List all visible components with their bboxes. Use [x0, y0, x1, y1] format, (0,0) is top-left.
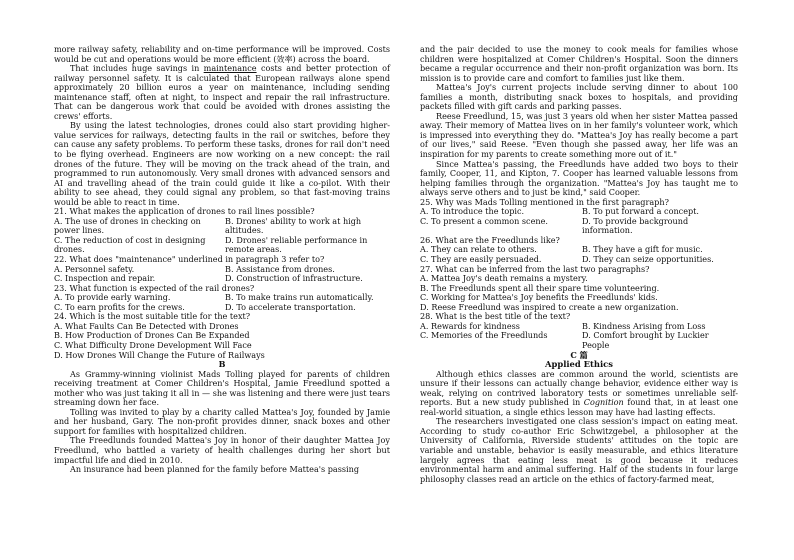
passage-c-title: Applied Ethics: [544, 359, 613, 370]
section-b-heading: B: [218, 359, 226, 370]
option-d: D. Reese Freedlund was inspired to create a new organization.: [420, 301, 679, 312]
text: found that, in at least one real-world situation, a single ethics lesson may have had lasting effects.: [420, 397, 738, 417]
passage-b-paragraph: Reese Freedlund, 15, was just 3 years old when her sister Mattea passed away. Their memory of Mattea lives on in her family's volunteer work, which is impressed into everything they do. "Mattea's Joy has really become a part of our lives," said Reese. "Even though she passed away, her life was an inspiration for my parents to create something more out of it.": [420, 110, 738, 160]
question-21: 21. What makes the application of drones to rail lines possible?: [54, 206, 315, 217]
options-23: [54, 293, 390, 312]
options-26: [420, 245, 738, 264]
option-b: B. To put forward a concept.: [582, 206, 699, 217]
options-24: [54, 322, 390, 360]
options-22: [54, 265, 390, 284]
question-27: 27. What can be inferred from the last two paragraphs?: [420, 263, 650, 274]
option-a: A. Personnel safety.: [54, 263, 135, 274]
options-21: [54, 217, 390, 255]
passage-b-paragraph: As Grammy-winning violinist Mads Tolling played for parents of children receiving treatment at Comer Children's Hospital, Jamie Freedlund spotted a mother who was just taking it all in — she was listening and there were just tears streaming down her face.: [54, 368, 390, 408]
option-d: D. To accelerate transportation.: [225, 301, 356, 312]
option-d: D. Drones' reliable performance in remote areas.: [225, 234, 368, 255]
option-d: D. Comfort brought by Luckier People: [582, 330, 709, 350]
question-26: 26. What are the Freedlunds like?: [420, 234, 560, 245]
option-c: C. Memories of the Freedlunds: [420, 330, 548, 341]
question-25: 25. Why was Mads Tolling mentioned in the first paragraph?: [420, 196, 669, 207]
question-22: 22. What does "maintenance" underlined in paragraph 3 refer to?: [54, 254, 325, 265]
option-c: C. To present a common scene.: [420, 215, 548, 226]
option-d: D. They can seize opportunities.: [582, 254, 714, 265]
question-28: 28. What is the best title of the text?: [420, 311, 571, 322]
option-a: A. They can relate to others.: [420, 244, 537, 255]
passage-a-paragraph: more railway safety, reliability and on-time performance will be improved. Costs would be cut and operations would be more efficient (效率) across the board.: [54, 44, 390, 64]
option-a: A. What Faults Can Be Detected with Drones: [54, 320, 239, 331]
options-28: [420, 322, 738, 351]
passage-b-paragraph: and the pair decided to use the money to cook meals for families whose children were hospitalized at Comer Children's Hospital. Soon the dinners became a regular occurrence and their non-profit organization was born. Its mission is to provide care and comfort to families just like them.: [420, 44, 738, 83]
left-column: [54, 45, 390, 475]
options-27: [420, 274, 738, 312]
option-d: D. To provide background information.: [582, 215, 689, 236]
option-c: C. What Difficulty Drone Development Will Face: [54, 339, 252, 350]
option-c: C. To earn profits for the crews.: [54, 301, 185, 312]
journal-name: Cognition: [583, 397, 624, 408]
option-b: B. Assistance from drones.: [225, 263, 335, 274]
question-24: 24. Which is the most suitable title for the text?: [54, 311, 251, 322]
passage-b-paragraph: Since Mattea's passing, the Freedlunds have added two boys to their family, Cooper, 11, and Kipton, 7. Cooper has learned valuable lessons from helping families through the organization. "Mattea's Joy has taught me to always serve others and to just be kind," said Cooper.: [420, 158, 738, 198]
passage-b-paragraph: An insurance had been planned for the family before Mattea's passing: [70, 464, 360, 475]
option-c: C. They are easily persuaded.: [420, 254, 542, 265]
option-a: A. Mattea Joy's death remains a mystery.: [420, 273, 588, 284]
passage-b-paragraph: Mattea's Joy's current projects include serving dinner to about 100 families a month, distributing snack boxes to hospitals, and providing packets filled with gift cards and parking passes.: [420, 82, 738, 112]
option-a: A. The use of drones in checking on power lines.: [54, 215, 201, 236]
right-column: [420, 45, 738, 484]
option-b: B. They have a gift for music.: [582, 244, 703, 255]
option-b: B. Drones' ability to work at high altitudes.: [225, 215, 362, 236]
option-d: D. How Drones Will Change the Future of Railways: [54, 349, 265, 360]
option-d: D. Construction of infrastructure.: [225, 273, 363, 284]
passage-c-paragraph: The researchers investigated one class session's impact on eating meat. According to study co-author Eric Schwitzgebel, a philosopher at the University of California, Riverside students' attitudes on the topic are variable and unstable, behavior is easily measurable, and ethics literature largely agrees that eating less meat is good because it reduces environmental harm and animal suffering. Half of the students in four large philosophy classes read an article on the ethics of factory-farmed meat,: [420, 416, 738, 484]
option-b: B. How Production of Drones Can Be Expanded: [54, 330, 250, 341]
option-a: A. Rewards for kindness: [420, 320, 520, 331]
passage-a-paragraph: [54, 64, 390, 121]
passage-c-paragraph: [420, 370, 738, 418]
option-c: C. Working for Mattea's Joy benefits the Freedlunds' kids.: [420, 292, 658, 303]
section-c-heading: C 篇: [570, 349, 588, 360]
passage-b-paragraph: Tolling was invited to play by a charity called Mattea's Joy, founded by Jamie and her husband, Gary. The non-profit provides dinner, snack boxes and other support for families with hospitalized children.: [54, 406, 390, 436]
option-a: A. To introduce the topic.: [420, 206, 525, 217]
option-c: C. The reduction of cost in designing drones.: [54, 234, 206, 255]
options-25: [420, 207, 738, 236]
passage-b-paragraph: The Freedlunds founded Mattea's Joy in honor of their daughter Mattea Joy Freedlund, who battled a variety of health challenges during her short but impactful life and died in 2010.: [54, 435, 390, 465]
passage-a-paragraph: By using the latest technologies, drones could also start providing higher-value services for railways, detecting faults in the rail or switches, before they can cause any safety problems. To perform these tasks, drones for rail don't need to be flying overhead. Engineers are now working on a new concept: the rail drones of the future. They will be moving on the track ahead of the train, and programmed to run autonomously. Very small drones with advanced sensors and AI and travelling ahead of the train could guide it like a co-pilot. With their ability to see ahead, they could signal any problem, so that fast-moving trains would be able to react in time.: [54, 120, 390, 207]
text: Although ethics classes are common around the world, scientists are unsure if their lessons can actually change behavior, evidence either way is weak, relying on contrived laboratory tests or sometimes unreliable self-reports. But a new study published in: [420, 368, 738, 408]
text: That includes huge savings in: [70, 63, 204, 74]
option-b: B. Kindness Arising from Loss: [582, 320, 706, 331]
option-b: B. The Freedlunds spent all their spare time volunteering.: [420, 282, 660, 293]
question-23: 23. What function is expected of the rail drones?: [54, 282, 255, 293]
underlined-word: maintenance: [203, 63, 257, 74]
option-a: A. To provide early warning.: [54, 292, 171, 303]
option-b: B. To make trains run automatically.: [225, 292, 374, 303]
text: costs and better protection of railway personnel safety. It is calculated that European railways alone spend approximately 20 billion euros a year on maintenance, including sending maintenance staff, often at night, to inspect and repair the rail infrastructure. That can be dangerous work that could be avoided with drones assisting the crews' efforts.: [54, 63, 391, 121]
option-c: C. Inspection and repair.: [54, 273, 156, 284]
